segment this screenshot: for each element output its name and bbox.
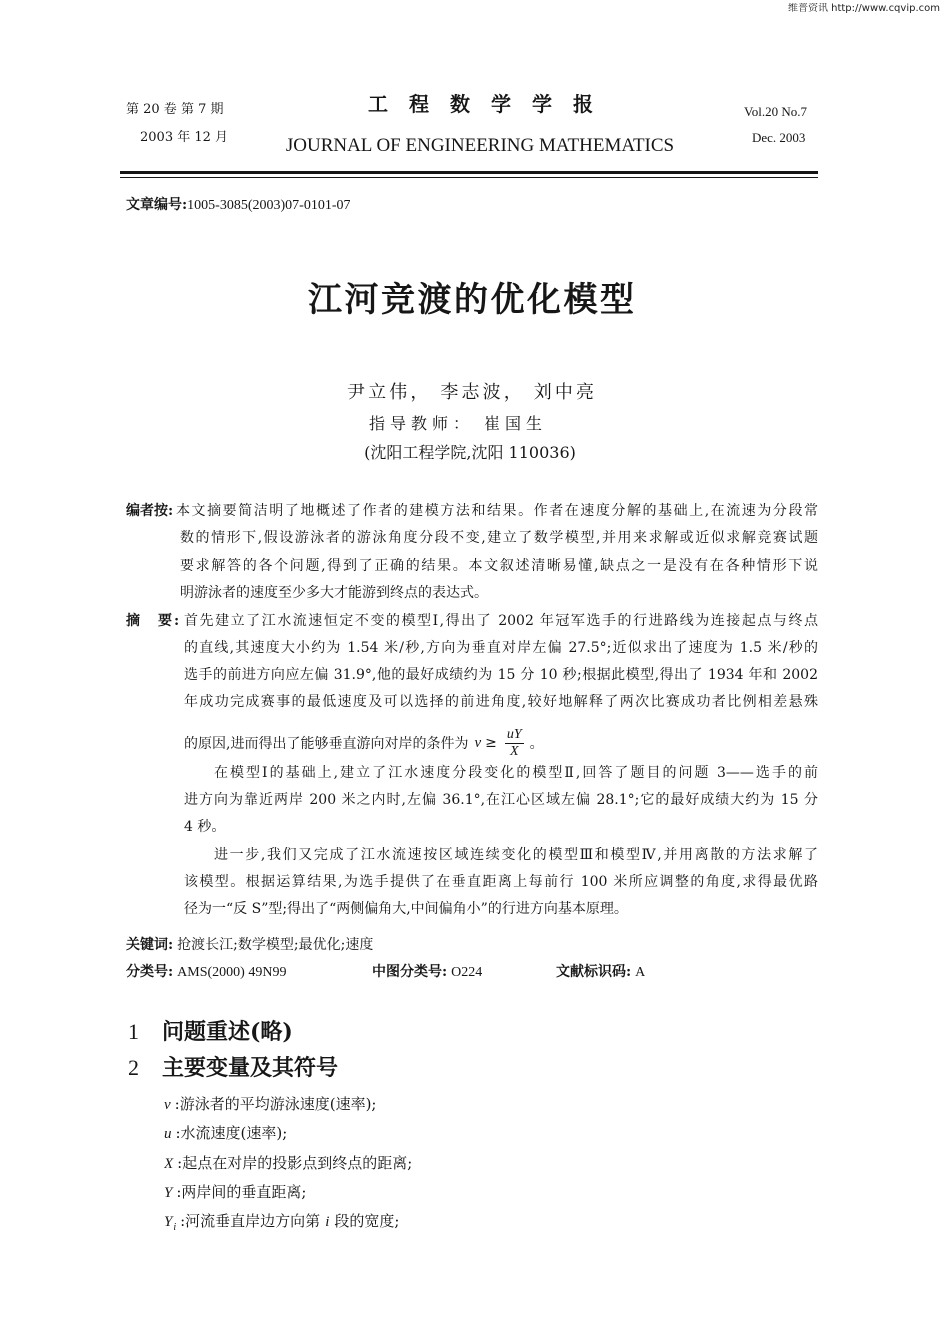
variable-item (164, 1182, 306, 1202)
editor-note-line: 本文摘要简洁明了地概述了作者的建模方法和结果。作者在速度分解的基础上,在流速为分段常 (176, 503, 818, 519)
variable-description: :河流垂直岸边方向第 (180, 1212, 321, 1230)
variable-item (164, 1094, 377, 1114)
article-id (126, 196, 350, 215)
abstract-line: 该模型。根据运算结果,为选手提供了在垂直距离上每前行 100 米所应调整的角度,求得最优路 (184, 874, 818, 890)
variable-subscript: i (173, 1222, 177, 1233)
article-id-value: 1005-3085(2003)07-0101-07 (187, 198, 351, 213)
section-number: 2 (128, 1055, 139, 1080)
advisor: 指导教师： 崔国生 (369, 414, 542, 433)
section-number: 1 (128, 1019, 139, 1044)
section-heading: 问题重述(略) (162, 1019, 293, 1045)
abstract-label: 摘 要: (126, 613, 182, 629)
editor-note-line: 数的情形下,假设游泳者的游泳角度分段不变,建立了数学模型,并用来求解或近似求解竞赛试题 (180, 530, 818, 546)
variable-symbol: v (164, 1097, 171, 1113)
keywords-value: 抢渡长江;数学模型;最优化;速度 (177, 937, 374, 953)
variable-symbol: Y (164, 1185, 173, 1201)
variable-item (164, 1123, 287, 1143)
abstract-line-text: 的原因,进而得出了能够垂直游向对岸的条件为 (184, 736, 469, 752)
clc-label: 中图分类号: (372, 964, 448, 980)
section-heading: 主要变量及其符号 (162, 1055, 339, 1081)
variable-description: :水流速度(速率); (175, 1124, 288, 1142)
formula-relation: ≥ (485, 735, 497, 751)
abstract-line: 4 秒。 (184, 819, 226, 835)
editor-note-line: 明游泳者的速度至少多大才能游到终点的表达式。 (180, 585, 488, 601)
ams-label: 分类号: (126, 964, 174, 980)
header-volume-issue: 第 20 卷 第 7 期 (126, 102, 224, 117)
document-code (556, 963, 645, 981)
document-code-label: 文献标识码: (556, 964, 632, 980)
variable-item (164, 1153, 412, 1173)
abstract-line: 在模型Ⅰ的基础上,建立了江水速度分段变化的模型Ⅱ,回答了题目的问题 3——选手的前 (214, 765, 818, 781)
article-id-label: 文章编号: (126, 197, 188, 213)
abstract-formula-line (184, 728, 544, 758)
journal-name-en: JOURNAL OF ENGINEERING MATHEMATICS (285, 135, 675, 156)
variable-symbol: X (164, 1156, 174, 1172)
header-rule-thin (120, 177, 818, 178)
paper-title: 江河竞渡的优化模型 (308, 280, 634, 320)
editor-note-label: 编者按: (126, 503, 174, 519)
abstract-line: 年成功完成赛事的最低速度及可以选择的前进角度,较好地解释了两次比赛成功者比例相差悬殊 (184, 694, 818, 710)
abstract-line: 的直线,其速度大小约为 1.54 米/秒,方向为垂直对岸左偏 27.5°;近似求出了速度为 1.5 米/秒的 (184, 640, 818, 656)
editor-note-line: 要求解答的各个问题,得到了正确的结果。本文叙述清晰易懂,缺点之一是没有在各种情形下说 (180, 558, 818, 574)
clc-value: O224 (451, 965, 483, 980)
variable-item (164, 1211, 399, 1233)
abstract-line: 进一步,我们又完成了江水流速按区域连续变化的模型Ⅲ和模型Ⅳ,并用离散的方法求解了 (214, 847, 818, 863)
abstract-line: 选手的前进方向应左偏 31.9°,他的最好成绩约为 15 分 10 秒;根据此模型,得出了 1934 年和 2002 (184, 667, 818, 683)
ams-classification (126, 963, 286, 981)
formula-end-punct: 。 (529, 736, 544, 752)
header-vol-no: Vol.20 No.7 (744, 104, 807, 119)
variable-index: i (325, 1214, 330, 1230)
ams-value: AMS(2000) 49N99 (177, 965, 287, 980)
watermark-source: 维普资讯 http://www.cqvip.com (787, 3, 940, 14)
affiliation: (沈阳工程学院,沈阳 110036) (364, 443, 576, 462)
abstract-line: 首先建立了江水流速恒定不变的模型Ⅰ,得出了 2002 年冠军选手的行进路线为连接起点与终点 (184, 613, 818, 629)
document-code-value: A (635, 965, 646, 980)
variable-description: :两岸间的垂直距离; (176, 1183, 307, 1201)
variable-symbol: Y (164, 1214, 173, 1230)
variable-description-end: 段的宽度; (334, 1212, 400, 1230)
header-date-en: Dec. 2003 (752, 130, 806, 145)
formula-numerator: uY (506, 726, 522, 742)
formula-denominator: X (509, 743, 519, 759)
journal-name-cn: 工 程 数 学 学 报 (368, 92, 593, 116)
variable-symbol: u (164, 1126, 172, 1142)
formula-fraction (505, 728, 524, 759)
abstract-line: 径为一“反 S”型;得出了“两侧偏角大,中间偏角小”的行进方向基本原理。 (184, 901, 628, 917)
abstract-line: 进方向为靠近两岸 200 米之内时,左偏 36.1°,在江心区域左偏 28.1°;它的最好成绩大约为 15 分 (184, 792, 818, 808)
formula-lhs: v (474, 734, 482, 751)
variable-description: :游泳者的平均游泳速度(速率); (174, 1095, 377, 1113)
keywords-label: 关键词: (126, 937, 174, 953)
authors: 尹立伟， 李志波， 刘中亮 (347, 382, 594, 403)
variable-description: :起点在对岸的投影点到终点的距离; (177, 1154, 413, 1172)
header-date-cn: 2003 年 12 月 (140, 130, 229, 145)
keywords (126, 936, 373, 954)
clc-classification (372, 963, 482, 981)
header-rule-thick (120, 171, 818, 174)
